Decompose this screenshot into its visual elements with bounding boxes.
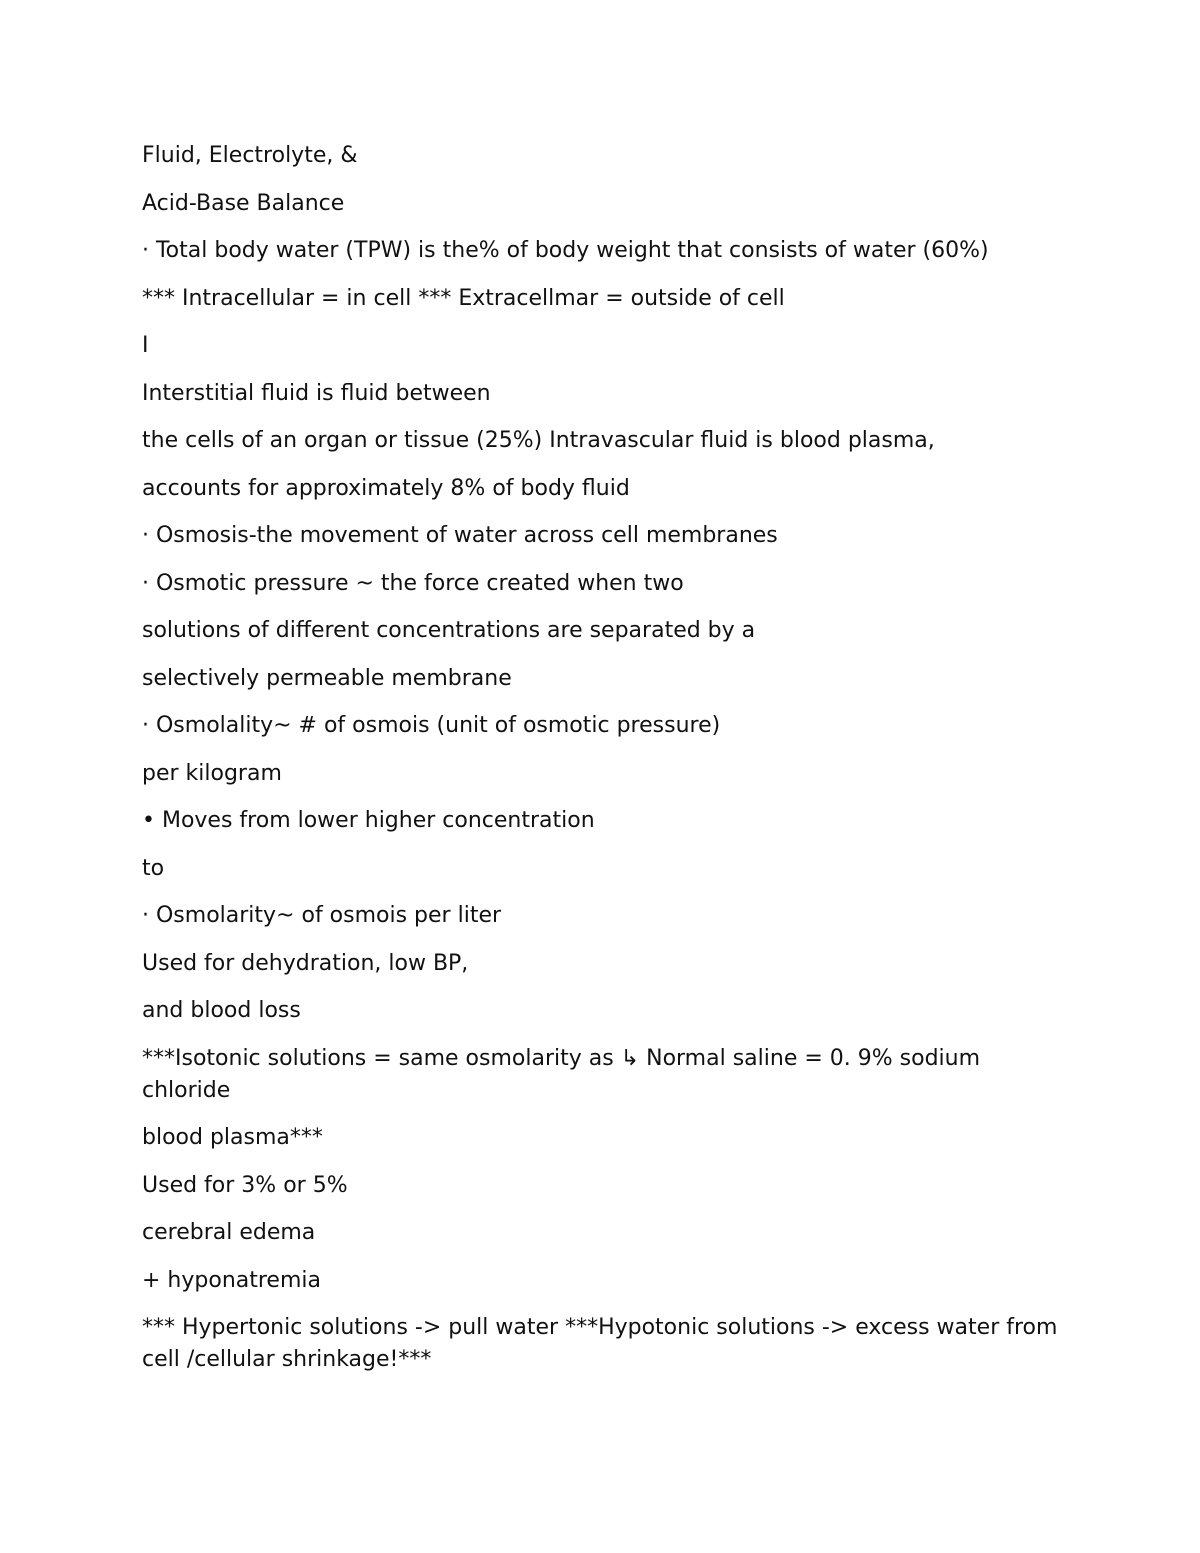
paragraph: · Osmotic pressure ~ the force created when two <box>142 570 684 596</box>
paragraph: ***Isotonic solutions = same osmolarity as ↳ Normal saline = 0. 9% sodium chloride <box>142 1045 988 1103</box>
document-body <box>142 140 1072 1392</box>
paragraph: *** Hypertonic solutions -> pull water ***Hypotonic solutions -> excess water from cell /cellular shrinkage!*** <box>142 1315 1065 1372</box>
paragraph: + hyponatremia <box>142 1267 321 1293</box>
paragraph: Interstitial fluid is fluid between <box>142 380 491 406</box>
paragraph: cerebral edema <box>142 1220 316 1245</box>
paragraph: • Moves from lower higher concentration <box>142 808 595 833</box>
paragraph: Used for dehydration, low BP, <box>142 950 469 976</box>
paragraph: · Osmosis-the movement of water across cell membranes <box>142 523 778 548</box>
paragraph: accounts for approximately 8% of body fluid <box>142 475 630 501</box>
paragraph: · Osmolarity~ of osmois per liter <box>142 903 502 928</box>
paragraph: · Osmolality~ # of osmois (unit of osmotic pressure) <box>142 713 721 738</box>
paragraph: to <box>142 855 165 881</box>
document-title-line-1: Fluid, Electrolyte, & <box>142 143 358 168</box>
paragraph: *** Intracellular = in cell *** Extracellmar = outside of cell <box>142 285 785 311</box>
paragraph: solutions of different concentrations are separated by a <box>142 618 756 643</box>
paragraph: and blood loss <box>142 998 301 1023</box>
document-title-line-2: Acid-Base Balance <box>142 190 345 216</box>
paragraph: Used for 3% or 5% <box>142 1172 348 1198</box>
paragraph: I <box>142 333 149 358</box>
paragraph: selectively permeable membrane <box>142 665 512 691</box>
paragraph: the cells of an organ or tissue (25%) Intravascular fluid is blood plasma, <box>142 428 935 453</box>
paragraph: per kilogram <box>142 760 282 786</box>
paragraph: blood plasma*** <box>142 1125 323 1150</box>
paragraph: · Total body water (TPW) is the% of body weight that consists of water (60%) <box>142 238 989 263</box>
